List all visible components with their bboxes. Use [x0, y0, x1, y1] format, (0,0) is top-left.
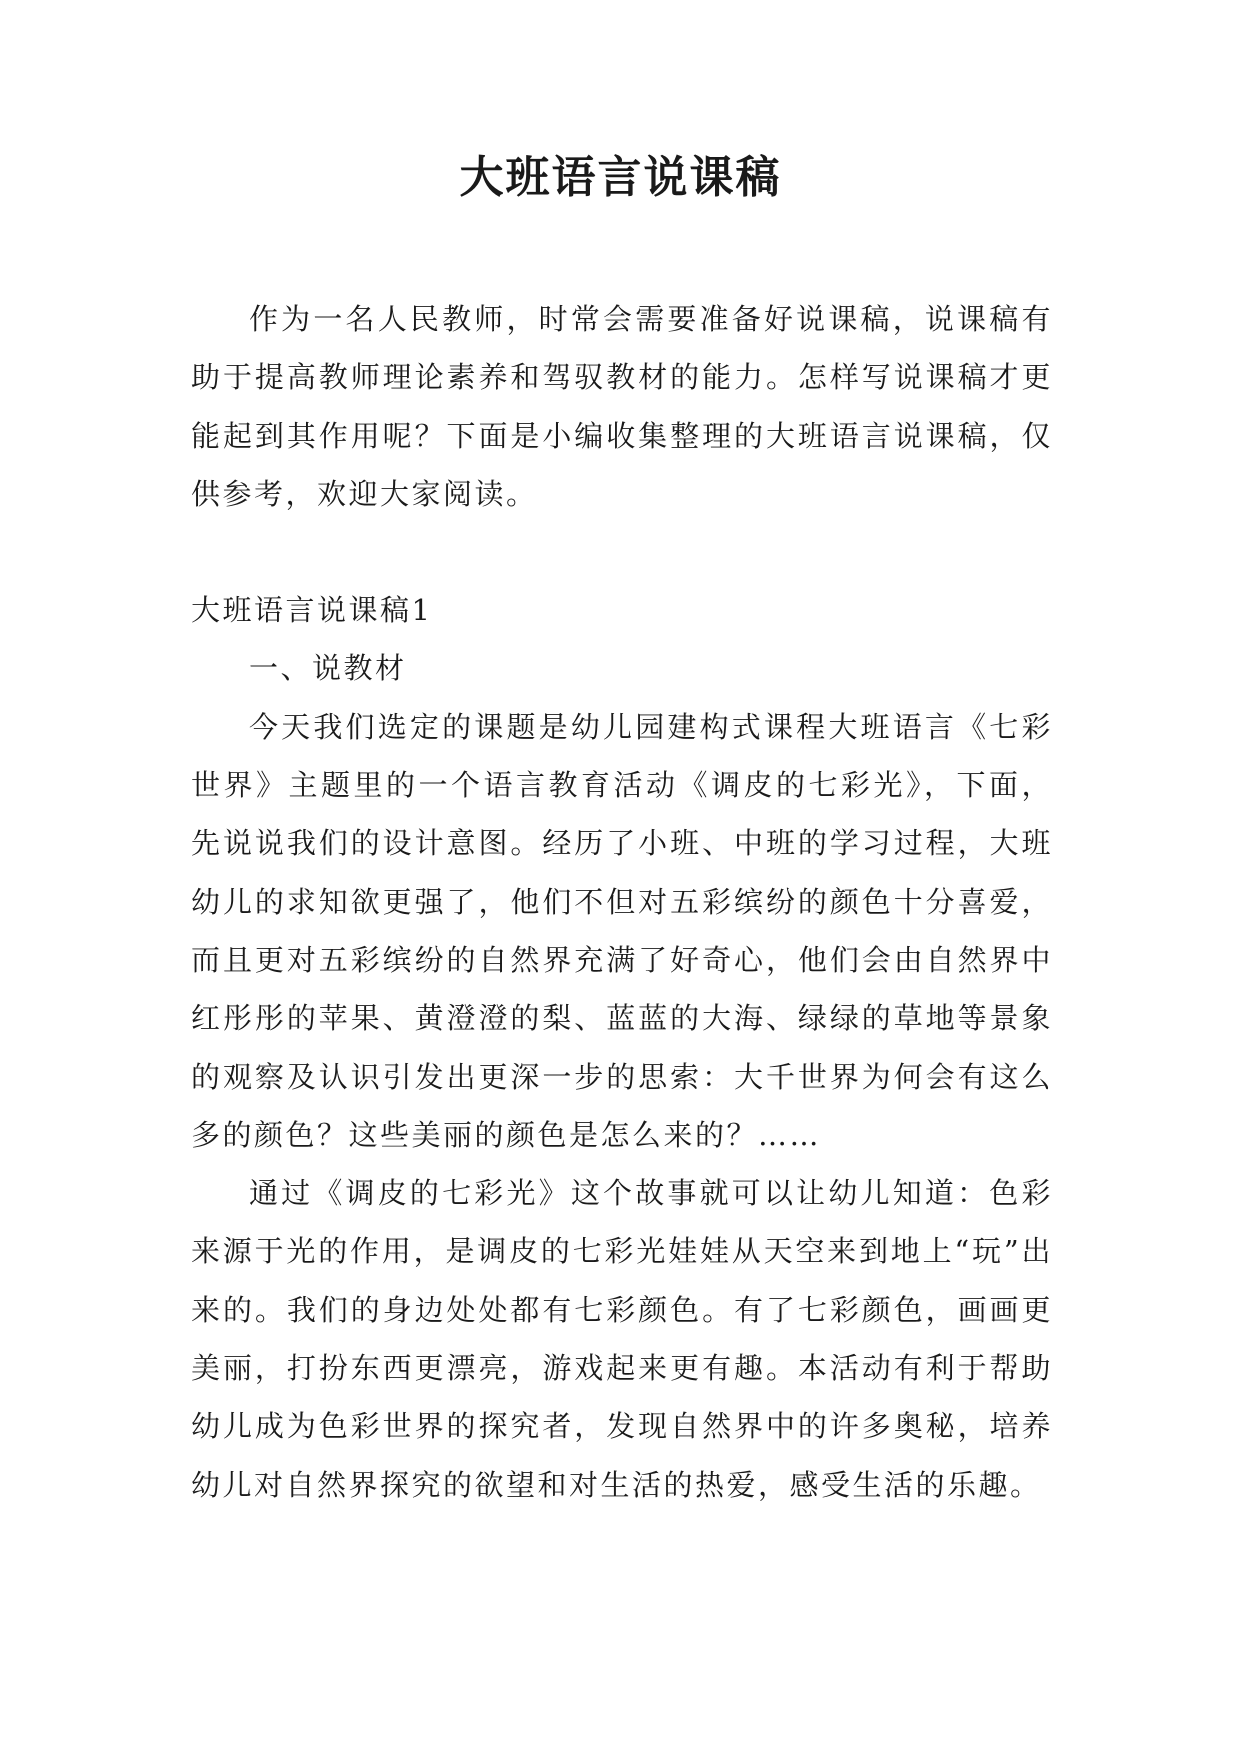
section-title: 大班语言说课稿1: [191, 593, 433, 628]
intro-paragraph: 作为一名人民教师，时常会需要准备好说课稿，说课稿有助于提高教师理论素养和驾驭教材的能力。怎样写说课稿才更能起到其作用呢？下面是小编收集整理的大班语言说课稿，仅供参考，欢迎大家阅读。: [191, 302, 1053, 511]
body-paragraph-2: 通过《调皮的七彩光》这个故事就可以让幼儿知道：色彩来源于光的作用，是调皮的七彩光娃娃从天空来到地上“玩”出来的。我们的身边处处都有七彩颜色。有了七彩颜色，画画更美丽，打扮东西更漂亮，游戏起来更有趣。本活动有利于帮助幼儿成为色彩世界的探究者，发现自然界中的许多奥秘，培养幼儿对自然界探究的欲望和对生活的热爱，感受生活的乐趣。: [191, 1176, 1053, 1502]
page-title: 大班语言说课稿: [459, 152, 782, 203]
document-body: [191, 290, 1053, 1514]
body-paragraph-1: 今天我们选定的课题是幼儿园建构式课程大班语言《七彩世界》主题里的一个语言教育活动《调皮的七彩光》，下面，先说说我们的设计意图。经历了小班、中班的学习过程，大班幼儿的求知欲更强了，他们不但对五彩缤纷的颜色十分喜爱，而且更对五彩缤纷的自然界充满了好奇心，他们会由自然界中红彤彤的苹果、黄澄澄的梨、蓝蓝的大海、绿绿的草地等景象的观察及认识引发出更深一步的思索：大千世界为何会有这么多的颜色？这些美丽的颜色是怎么来的？……: [191, 709, 1053, 1152]
section-heading: 一、说教材: [249, 651, 407, 686]
